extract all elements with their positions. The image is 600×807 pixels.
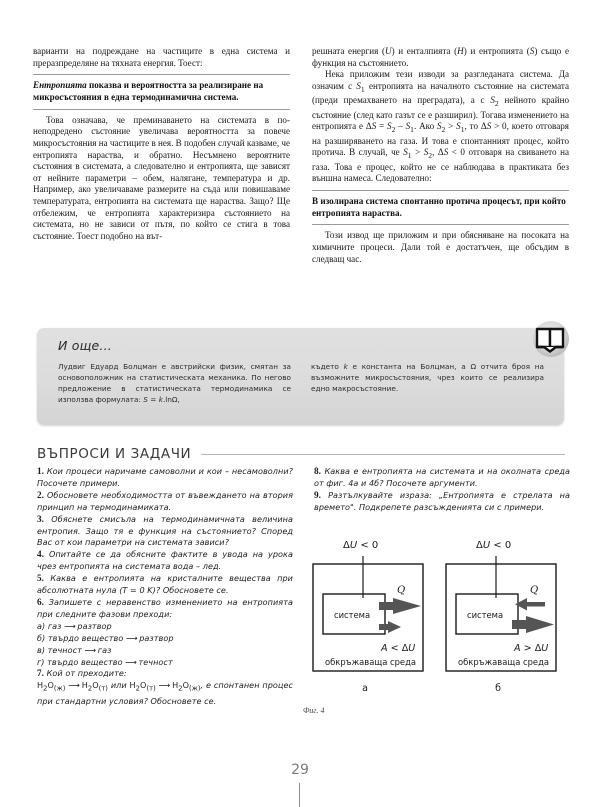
panel-b-heat-label: Q xyxy=(530,585,539,596)
figure-caption: Фиг. 4 xyxy=(303,706,325,715)
formula-c: $H_2O_{(т)}$ xyxy=(129,680,156,693)
right-paragraph-second: Нека приложим тези изводи за разгледаната система. Да означим с $S_1$ ентропията на началното състояние на системата (преди премахването на преградата), а с $S_2$ нейното крайно състояние (след като газът се е разширил). Тогава изменението на ентропията е $\Delta S = S_2 - S_1$. Ако $S_2 > S_1$, то ΔS > 0, което отговаря на разширяването на газа. И това е спонтанният процес, който протича. В случай, че $S_1 > S_2$, ΔS < 0 отговаря на свиването на газа. Това е процес, който не се наблюдава в практиката без външна намеса. Следователно: xyxy=(312,69,569,184)
question-text: Опитайте се да обясните фактите в увода на урока чрез ентропията на системата вода – лед. xyxy=(37,549,293,572)
questions-heading xyxy=(37,446,565,462)
panel-a-work-label: A < ΔU xyxy=(381,643,416,654)
question-subitem xyxy=(37,657,293,669)
right-paragraph-after: Този извод ще приложим и при обясняване на посоката на химичните процеси. Дали той е достатъчен, ще обсъдим в следващ час. xyxy=(312,230,569,264)
subitem-label: а) xyxy=(37,620,46,631)
left-callout-emphasis: Ентропията xyxy=(33,80,87,91)
formula-b: $H_2O_{(т)}$ xyxy=(81,680,108,693)
question-text: Запишете с неравенство изменението на ентропията при следните фазови преходи: xyxy=(37,596,293,619)
question-7-formula-line xyxy=(37,680,293,707)
subitem-label: г) xyxy=(37,656,45,667)
subitem-from: твърдо вещество xyxy=(47,632,124,643)
more-info-right-col xyxy=(311,362,544,406)
arrow-right-icon: ⟶ xyxy=(68,680,79,691)
more-info-title: И още... xyxy=(58,338,112,353)
more-info-right-text: където k е константа на Болцман, а Ω отчита броя на възможните микросъстояния, чрез които се реализира едно макросъстояние. xyxy=(311,362,544,393)
question-number: 4. xyxy=(37,549,44,560)
question-item xyxy=(37,573,293,597)
question-item xyxy=(314,466,570,490)
page-number-rule xyxy=(299,783,300,807)
subitem-from: газ xyxy=(47,620,62,631)
question-subitem xyxy=(37,621,293,633)
questions-heading-rule xyxy=(201,454,565,455)
question-text: Кои процеси наричаме самоволни и кои – несамоволни? Посочете примери. xyxy=(37,466,293,488)
formula-d: $H_2O_{(ж)}$ xyxy=(172,680,201,693)
question-lead: Кой от преходите: xyxy=(46,668,127,679)
question-item xyxy=(37,597,293,621)
left-callout xyxy=(33,80,290,104)
arrow-right-icon: ⟶ xyxy=(158,680,170,691)
question-subitem xyxy=(37,645,293,657)
panel-a-work-arrow xyxy=(379,621,401,633)
panel-b-work-label: A > ΔU xyxy=(514,643,549,654)
arrow-right-icon: ⟶ xyxy=(125,632,137,643)
more-info-left-text: Лудвиг Едуард Болцман е австрийски физик, смятан за основоположник на статистическата механика. По негово предложение в статистическата термодинамика се използва формулата: S = k.lnΩ, xyxy=(58,362,291,404)
question-7-tail: , е спонтанен процес при стандартни условия? Обосновете се. xyxy=(37,680,293,706)
panel-b-delta-u-label: ΔU < 0 xyxy=(476,540,512,551)
divider-bottom-left xyxy=(33,109,290,110)
subitem-label: в) xyxy=(37,644,46,655)
question-text: Обосновете необходимостта от въвеждането на втория принцип на термодинамиката. xyxy=(37,489,294,512)
question-item xyxy=(37,490,293,514)
question-text: Каква е ентропията на кристалните вещества при абсолютната нула (T = 0 K)? Обосновете се. xyxy=(37,573,293,596)
figure-panel-b xyxy=(446,540,556,694)
panel-b-system-label: система xyxy=(467,610,504,620)
question-item-7 xyxy=(37,668,293,680)
question-number: 1. xyxy=(37,466,44,476)
body-columns xyxy=(33,46,569,265)
open-book-icon xyxy=(528,317,572,361)
figure-4 xyxy=(303,536,567,721)
question-text: Каква е ентропията на системата и на околната среда от фиг. 4а и 4б? Посочете аргументи. xyxy=(314,466,571,488)
right-paragraph-top: решната енергия (U) и енталпията (H) и ентропията (S) също е функция на състоянието. xyxy=(312,46,569,68)
panel-a-surroundings-label: обкръжаваща среда xyxy=(325,657,417,667)
subitem-to: газ xyxy=(97,644,112,655)
questions-heading-text: ВЪПРОСИ И ЗАДАЧИ xyxy=(37,446,192,462)
question-item xyxy=(314,490,570,514)
divider-bottom-right xyxy=(312,224,569,225)
question-number: 2. xyxy=(37,489,44,500)
arrow-right-icon: ⟶ xyxy=(64,620,75,631)
arrow-right-icon: ⟶ xyxy=(84,644,96,655)
subitem-from: течност xyxy=(47,644,82,655)
panel-b-heat-arrow xyxy=(515,598,545,611)
divider-top-left xyxy=(33,74,290,75)
panel-b-surroundings-label: обкръжаваща среда xyxy=(458,657,550,667)
question-item xyxy=(37,514,293,550)
subitem-to: разтвор xyxy=(77,620,112,631)
question-text: Разтълкувайте израза: „Ентропията е стрелата на времето". Подкрепете разсъжденията си с примери. xyxy=(314,489,570,512)
figure-4-diagram xyxy=(303,536,567,706)
question-number: 8. xyxy=(314,466,321,476)
right-text-column xyxy=(312,46,569,265)
left-text-column xyxy=(33,46,290,265)
panel-a-delta-u-label: ΔU < 0 xyxy=(343,540,379,551)
panel-a-letter: а xyxy=(362,683,368,694)
formula-a: $H_2O_{(ж)}$ xyxy=(37,680,66,693)
subitem-to: разтвор xyxy=(139,632,174,643)
panel-a-system-label: система xyxy=(334,610,371,620)
subitem-from: твърдо вещество xyxy=(47,656,123,667)
more-info-columns xyxy=(58,362,544,406)
question-number: 3. xyxy=(37,513,44,524)
question-subitem xyxy=(37,633,293,645)
question-number: 6. xyxy=(37,596,44,607)
panel-b-letter: б xyxy=(495,683,501,694)
question-number: 5. xyxy=(37,573,44,584)
left-paragraph-top: варианти на подреждане на частиците в една система и преразпределяне на тяхната енергия. Тоест: xyxy=(33,46,290,68)
panel-a-heat-label: Q xyxy=(397,585,406,596)
left-callout-rest: показва и вероятността за реализиране на микросъстояния в една термодинамична система. xyxy=(33,80,264,102)
arrow-right-icon: ⟶ xyxy=(125,656,136,667)
subitem-label: б) xyxy=(37,632,46,643)
subitem-to: течност xyxy=(138,656,173,667)
formula-conjunction: или xyxy=(110,680,127,691)
question-item xyxy=(37,466,293,490)
divider-top-right xyxy=(312,190,569,191)
figure-panel-a xyxy=(313,540,423,694)
question-text: Обяснете смисъла на термодинамичната величина ентропия. Защо тя е функция на състоянието? Според Вас от кои параметри на системата зависи? xyxy=(37,513,293,548)
more-info-left-col xyxy=(58,362,291,406)
more-info-box xyxy=(37,328,564,425)
right-callout: В изолирана система спонтанно протича процесът, при който ентропията нараства. xyxy=(312,195,566,218)
page-number: 29 xyxy=(291,762,309,778)
question-number: 9. xyxy=(314,489,321,500)
questions-left-column xyxy=(37,466,293,708)
left-paragraph-after: Това означава, че преминаването на системата в по-неподредено състояние увеличава вероятността за повече микросъстояния на частиците в нея. В подобен случай казваме, че ентропията нараства, и обратно. Несъмнено вероятните състояния в системата, а следователно и ентропията, ще зависят от нейните параметри – обем, налягане, температура и др. Например, ако увеличаваме размерите на съда или повишаваме температурата, ентропията на системата ще нараства. Защо? Ще отбележим, че ентропията характеризира състоянието на системата, но не зависи от пътя, по който се стига в това състояние. Тоест подобно на вът- xyxy=(33,114,290,241)
question-item xyxy=(37,549,293,573)
question-number: 7. xyxy=(37,668,44,679)
